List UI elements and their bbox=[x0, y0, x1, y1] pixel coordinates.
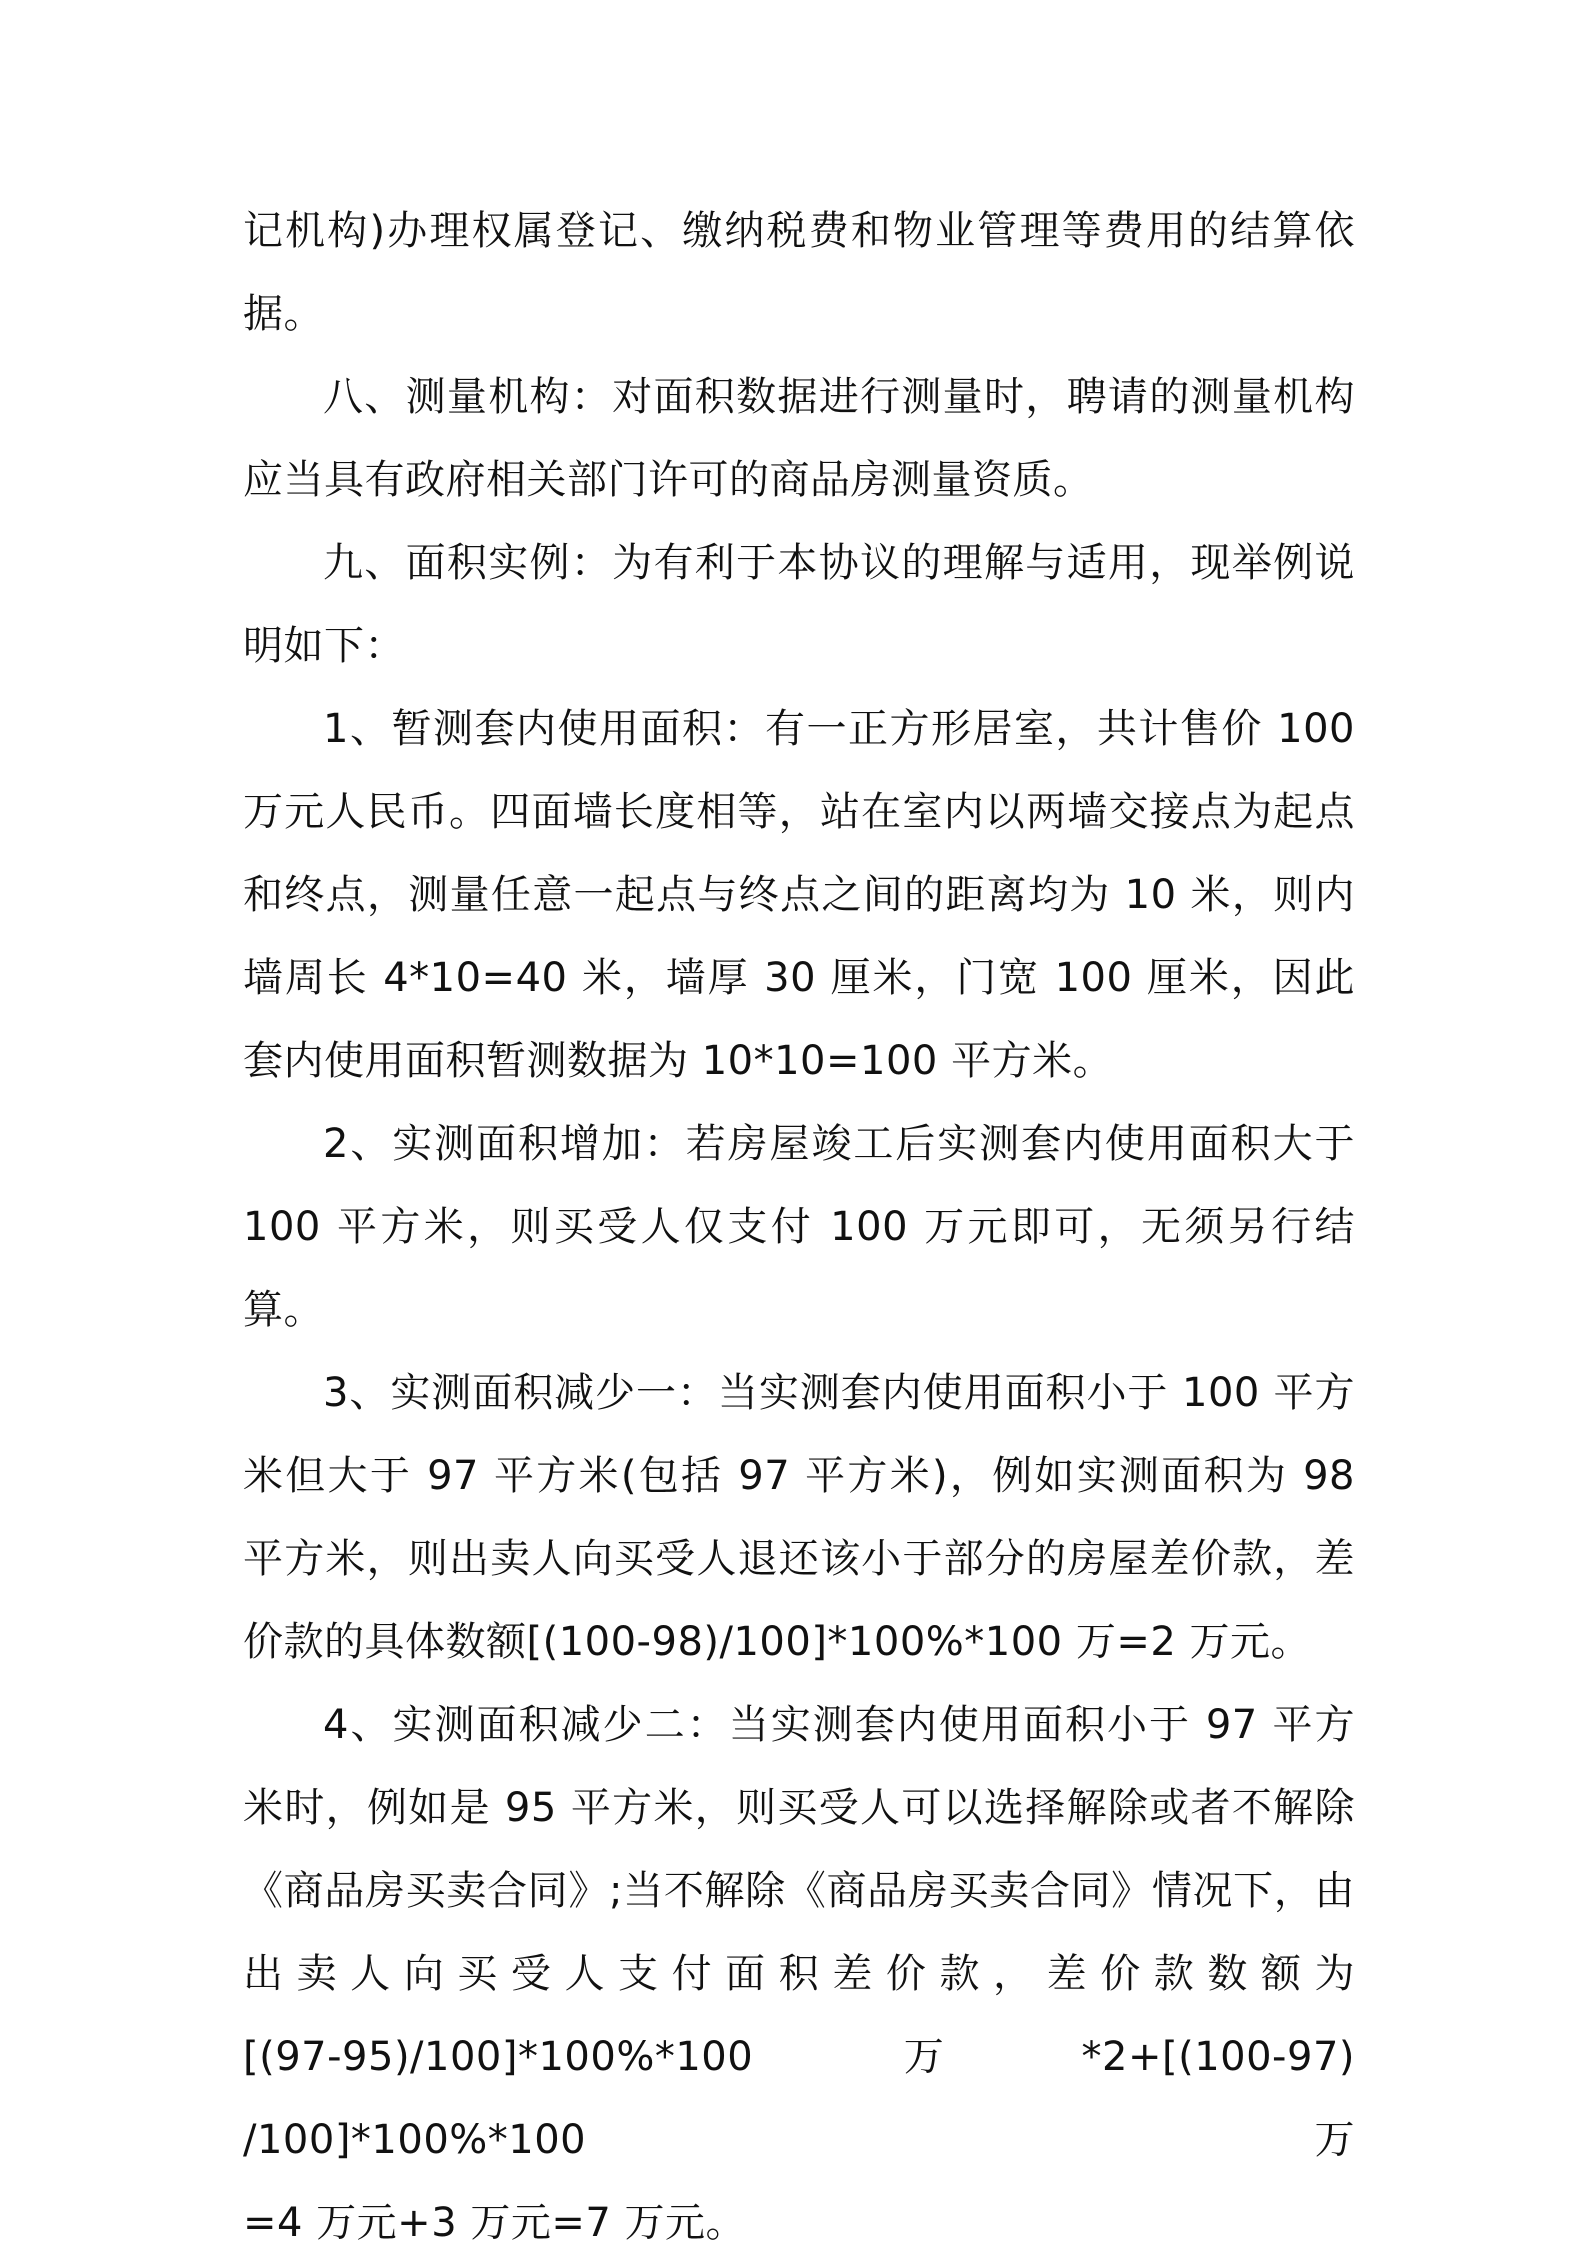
paragraph-area-example-intro: 九、面积实例：为有利于本协议的理解与适用，现举例说明如下： bbox=[243, 540, 1355, 669]
paragraph-example-4-formula: [(97-95)/100]*100%*100 万*2+[(100-97) /100]*100%*100 万 bbox=[243, 2034, 1355, 2163]
paragraph-survey-agency: 八、测量机构：对面积数据进行测量时，聘请的测量机构应当具有政府相关部门许可的商品房测量资质。 bbox=[243, 374, 1355, 503]
paragraph-registration: 记机构)办理权属登记、缴纳税费和物业管理等费用的结算依据。 bbox=[243, 208, 1355, 337]
paragraph-example-1: 1、暂测套内使用面积：有一正方形居室，共计售价 100 万元人民币。四面墙长度相等，站在室内以两墙交接点为起点和终点，测量任意一起点与终点之间的距离均为 10 米，则内墙周长 4*10=40 米，墙厚 30 厘米，门宽 100 厘米，因此套内使用面积暂测数据为 10*10=100 平方米。 bbox=[243, 706, 1355, 1084]
paragraph-example-4-result: =4 万元+3 万元=7 万元。 bbox=[243, 2200, 747, 2246]
paragraph-example-3: 3、实测面积减少一：当实测套内使用面积小于 100 平方米但大于 97 平方米(包括 97 平方米)，例如实测面积为 98 平方米，则出卖人向买受人退还该小于部分的房屋差价款，差价款的具体数额[(100-98)/100]*100%*100 万=2 万元。 bbox=[243, 1370, 1355, 1665]
document-body bbox=[243, 190, 1355, 2265]
paragraph-example-2: 2、实测面积增加：若房屋竣工后实测套内使用面积大于 100 平方米，则买受人仅支付 100 万元即可，无须另行结算。 bbox=[243, 1121, 1355, 1333]
paragraph-example-4: 4、实测面积减少二：当实测套内使用面积小于 97 平方米时，例如是 95 平方米，则买受人可以选择解除或者不解除《商品房买卖合同》;当不解除《商品房买卖合同》情况下，由出卖人向买受人支付面积差价款，差价款数额为 bbox=[243, 1702, 1355, 1997]
